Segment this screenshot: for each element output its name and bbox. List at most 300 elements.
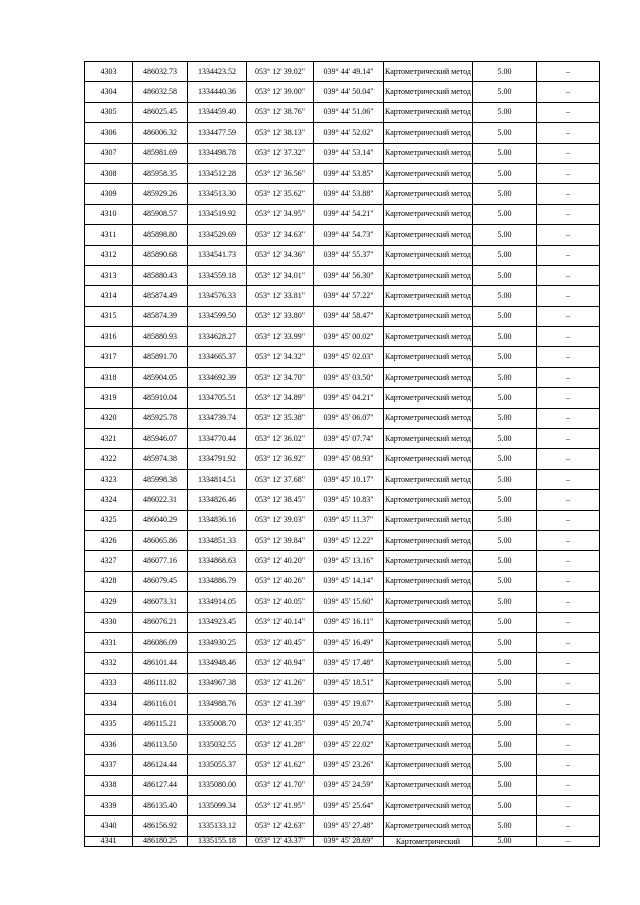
x-coordinate-cell: 485998.38 — [133, 469, 188, 489]
method-cell: Картометрический метод — [384, 551, 473, 571]
latitude-cell: 053° 12' 33.80" — [247, 306, 314, 326]
longitude-cell: 039° 44' 53.85" — [314, 163, 384, 183]
note-cell: – — [537, 367, 600, 387]
point-number-cell: 4319 — [85, 388, 133, 408]
table-row — [85, 62, 600, 82]
table-row — [85, 653, 600, 673]
point-number-cell: 4332 — [85, 653, 133, 673]
y-coordinate-cell: 1334967.38 — [188, 673, 247, 693]
method-cell: Картометрический метод — [384, 796, 473, 816]
y-coordinate-cell: 1334705.51 — [188, 388, 247, 408]
method-cell: Картометрический — [384, 836, 473, 846]
accuracy-cell: 5.00 — [473, 204, 537, 224]
latitude-cell: 053° 12' 40.20" — [247, 551, 314, 571]
table-row — [85, 694, 600, 714]
method-cell: Картометрический метод — [384, 612, 473, 632]
table-row — [85, 469, 600, 489]
y-coordinate-cell: 1334930.25 — [188, 632, 247, 652]
accuracy-cell: 5.00 — [473, 673, 537, 693]
y-coordinate-cell: 1334512.28 — [188, 163, 247, 183]
y-coordinate-cell: 1334665.37 — [188, 347, 247, 367]
latitude-cell: 053° 12' 41.28" — [247, 734, 314, 754]
y-coordinate-cell: 1335032.55 — [188, 734, 247, 754]
y-coordinate-cell: 1334529.69 — [188, 225, 247, 245]
table-row — [85, 755, 600, 775]
y-coordinate-cell: 1334559.18 — [188, 265, 247, 285]
table-row — [85, 163, 600, 183]
accuracy-cell: 5.00 — [473, 530, 537, 550]
latitude-cell: 053° 12' 41.39" — [247, 694, 314, 714]
x-coordinate-cell: 485910.04 — [133, 388, 188, 408]
y-coordinate-cell: 1334914.05 — [188, 592, 247, 612]
table-row — [85, 388, 600, 408]
y-coordinate-cell: 1334923.45 — [188, 612, 247, 632]
latitude-cell: 053° 12' 35.62" — [247, 184, 314, 204]
y-coordinate-cell: 1334948.46 — [188, 653, 247, 673]
table-row — [85, 816, 600, 836]
y-coordinate-cell: 1334513.30 — [188, 184, 247, 204]
accuracy-cell: 5.00 — [473, 592, 537, 612]
point-number-cell: 4309 — [85, 184, 133, 204]
method-cell: Картометрический метод — [384, 367, 473, 387]
point-number-cell: 4326 — [85, 530, 133, 550]
point-number-cell: 4330 — [85, 612, 133, 632]
y-coordinate-cell: 1334836.16 — [188, 510, 247, 530]
accuracy-cell: 5.00 — [473, 734, 537, 754]
x-coordinate-cell: 486101.44 — [133, 653, 188, 673]
accuracy-cell: 5.00 — [473, 388, 537, 408]
method-cell: Картометрический метод — [384, 755, 473, 775]
table-row — [85, 632, 600, 652]
note-cell: – — [537, 734, 600, 754]
x-coordinate-cell: 486111.82 — [133, 673, 188, 693]
latitude-cell: 053° 12' 35.38" — [247, 408, 314, 428]
method-cell: Картометрический метод — [384, 408, 473, 428]
latitude-cell: 053° 12' 37.32" — [247, 143, 314, 163]
method-cell: Картометрический метод — [384, 592, 473, 612]
longitude-cell: 039° 45' 24.59" — [314, 775, 384, 795]
method-cell: Картометрический метод — [384, 286, 473, 306]
x-coordinate-cell: 486180.25 — [133, 836, 188, 846]
x-coordinate-cell: 485929.26 — [133, 184, 188, 204]
longitude-cell: 039° 44' 53.14" — [314, 143, 384, 163]
method-cell: Картометрический метод — [384, 62, 473, 82]
note-cell: – — [537, 571, 600, 591]
y-coordinate-cell: 1334791.92 — [188, 449, 247, 469]
table-row — [85, 286, 600, 306]
x-coordinate-cell: 485958.35 — [133, 163, 188, 183]
accuracy-cell: 5.00 — [473, 62, 537, 82]
accuracy-cell: 5.00 — [473, 408, 537, 428]
table-row — [85, 102, 600, 122]
accuracy-cell: 5.00 — [473, 775, 537, 795]
method-cell: Картометрический метод — [384, 734, 473, 754]
x-coordinate-cell: 486113.50 — [133, 734, 188, 754]
point-number-cell: 4320 — [85, 408, 133, 428]
longitude-cell: 039° 44' 54.21" — [314, 204, 384, 224]
method-cell: Картометрический метод — [384, 327, 473, 347]
accuracy-cell: 5.00 — [473, 632, 537, 652]
note-cell: – — [537, 62, 600, 82]
table-row — [85, 612, 600, 632]
point-number-cell: 4337 — [85, 755, 133, 775]
table-row — [85, 734, 600, 754]
y-coordinate-cell: 1334477.59 — [188, 123, 247, 143]
point-number-cell: 4317 — [85, 347, 133, 367]
latitude-cell: 053° 12' 40.45" — [247, 632, 314, 652]
x-coordinate-cell: 485898.80 — [133, 225, 188, 245]
point-number-cell: 4324 — [85, 490, 133, 510]
note-cell: – — [537, 449, 600, 469]
longitude-cell: 039° 44' 53.88" — [314, 184, 384, 204]
accuracy-cell: 5.00 — [473, 123, 537, 143]
note-cell: – — [537, 82, 600, 102]
longitude-cell: 039° 45' 10.17" — [314, 469, 384, 489]
method-cell: Картометрический метод — [384, 102, 473, 122]
x-coordinate-cell: 486124.44 — [133, 755, 188, 775]
x-coordinate-cell: 486086.09 — [133, 632, 188, 652]
y-coordinate-cell: 1334851.33 — [188, 530, 247, 550]
note-cell: – — [537, 836, 600, 846]
accuracy-cell: 5.00 — [473, 143, 537, 163]
accuracy-cell: 5.00 — [473, 551, 537, 571]
table-row — [85, 796, 600, 816]
y-coordinate-cell: 1334599.50 — [188, 306, 247, 326]
note-cell: – — [537, 592, 600, 612]
point-number-cell: 4336 — [85, 734, 133, 754]
longitude-cell: 039° 45' 18.51" — [314, 673, 384, 693]
y-coordinate-cell: 1334739.74 — [188, 408, 247, 428]
accuracy-cell: 5.00 — [473, 490, 537, 510]
x-coordinate-cell: 486127.44 — [133, 775, 188, 795]
note-cell: – — [537, 429, 600, 449]
y-coordinate-cell: 1335080.00 — [188, 775, 247, 795]
x-coordinate-cell: 486065.86 — [133, 530, 188, 550]
latitude-cell: 053° 12' 39.00" — [247, 82, 314, 102]
accuracy-cell: 5.00 — [473, 836, 537, 846]
accuracy-cell: 5.00 — [473, 327, 537, 347]
latitude-cell: 053° 12' 40.05" — [247, 592, 314, 612]
x-coordinate-cell: 486116.01 — [133, 694, 188, 714]
accuracy-cell: 5.00 — [473, 367, 537, 387]
note-cell: – — [537, 388, 600, 408]
table-row — [85, 265, 600, 285]
x-coordinate-cell: 486073.31 — [133, 592, 188, 612]
y-coordinate-cell: 1334576.33 — [188, 286, 247, 306]
y-coordinate-cell: 1334868.63 — [188, 551, 247, 571]
x-coordinate-cell: 485981.69 — [133, 143, 188, 163]
method-cell: Картометрический метод — [384, 510, 473, 530]
x-coordinate-cell: 485880.43 — [133, 265, 188, 285]
note-cell: – — [537, 469, 600, 489]
longitude-cell: 039° 45' 16.11" — [314, 612, 384, 632]
y-coordinate-cell: 1334826.46 — [188, 490, 247, 510]
accuracy-cell: 5.00 — [473, 286, 537, 306]
point-number-cell: 4311 — [85, 225, 133, 245]
x-coordinate-cell: 485891.70 — [133, 347, 188, 367]
point-number-cell: 4341 — [85, 836, 133, 846]
note-cell: – — [537, 184, 600, 204]
latitude-cell: 053° 12' 38.45" — [247, 490, 314, 510]
latitude-cell: 053° 12' 34.95" — [247, 204, 314, 224]
table-row — [85, 327, 600, 347]
longitude-cell: 039° 45' 13.16" — [314, 551, 384, 571]
method-cell: Картометрический метод — [384, 306, 473, 326]
latitude-cell: 053° 12' 40.26" — [247, 571, 314, 591]
accuracy-cell: 5.00 — [473, 347, 537, 367]
method-cell: Картометрический метод — [384, 429, 473, 449]
table-row — [85, 714, 600, 734]
y-coordinate-cell: 1334770.44 — [188, 429, 247, 449]
accuracy-cell: 5.00 — [473, 449, 537, 469]
latitude-cell: 053° 12' 34.63" — [247, 225, 314, 245]
longitude-cell: 039° 44' 49.14" — [314, 62, 384, 82]
method-cell: Картометрический метод — [384, 245, 473, 265]
table-body — [85, 62, 600, 847]
point-number-cell: 4329 — [85, 592, 133, 612]
method-cell: Картометрический метод — [384, 143, 473, 163]
accuracy-cell: 5.00 — [473, 163, 537, 183]
x-coordinate-cell: 486115.21 — [133, 714, 188, 734]
x-coordinate-cell: 486135.40 — [133, 796, 188, 816]
x-coordinate-cell: 485904.05 — [133, 367, 188, 387]
table-row — [85, 673, 600, 693]
point-number-cell: 4308 — [85, 163, 133, 183]
note-cell: – — [537, 510, 600, 530]
x-coordinate-cell: 486006.32 — [133, 123, 188, 143]
accuracy-cell: 5.00 — [473, 612, 537, 632]
longitude-cell: 039° 45' 20.74" — [314, 714, 384, 734]
longitude-cell: 039° 44' 58.47" — [314, 306, 384, 326]
accuracy-cell: 5.00 — [473, 245, 537, 265]
note-cell: – — [537, 408, 600, 428]
longitude-cell: 039° 45' 25.64" — [314, 796, 384, 816]
method-cell: Картометрический метод — [384, 225, 473, 245]
coordinates-table — [84, 61, 600, 847]
note-cell: – — [537, 143, 600, 163]
longitude-cell: 039° 45' 19.67" — [314, 694, 384, 714]
point-number-cell: 4315 — [85, 306, 133, 326]
table-row — [85, 204, 600, 224]
latitude-cell: 053° 12' 41.35" — [247, 714, 314, 734]
x-coordinate-cell: 486032.73 — [133, 62, 188, 82]
table-row — [85, 408, 600, 428]
longitude-cell: 039° 44' 51.06" — [314, 102, 384, 122]
longitude-cell: 039° 45' 12.22" — [314, 530, 384, 550]
point-number-cell: 4340 — [85, 816, 133, 836]
latitude-cell: 053° 12' 34.32" — [247, 347, 314, 367]
latitude-cell: 053° 12' 38.76" — [247, 102, 314, 122]
longitude-cell: 039° 45' 10.83" — [314, 490, 384, 510]
x-coordinate-cell: 485880.93 — [133, 327, 188, 347]
point-number-cell: 4327 — [85, 551, 133, 571]
latitude-cell: 053° 12' 43.37" — [247, 836, 314, 846]
point-number-cell: 4304 — [85, 82, 133, 102]
note-cell: – — [537, 163, 600, 183]
x-coordinate-cell: 486025.45 — [133, 102, 188, 122]
accuracy-cell: 5.00 — [473, 714, 537, 734]
longitude-cell: 039° 45' 23.26" — [314, 755, 384, 775]
note-cell: – — [537, 327, 600, 347]
y-coordinate-cell: 1335155.18 — [188, 836, 247, 846]
note-cell: – — [537, 816, 600, 836]
longitude-cell: 039° 45' 03.50" — [314, 367, 384, 387]
note-cell: – — [537, 286, 600, 306]
note-cell: – — [537, 755, 600, 775]
point-number-cell: 4306 — [85, 123, 133, 143]
note-cell: – — [537, 204, 600, 224]
table-row — [85, 245, 600, 265]
x-coordinate-cell: 486156.92 — [133, 816, 188, 836]
note-cell: – — [537, 123, 600, 143]
table-row — [85, 490, 600, 510]
point-number-cell: 4325 — [85, 510, 133, 530]
latitude-cell: 053° 12' 36.92" — [247, 449, 314, 469]
latitude-cell: 053° 12' 42.63" — [247, 816, 314, 836]
longitude-cell: 039° 45' 28.69" — [314, 836, 384, 846]
table-row — [85, 143, 600, 163]
table-row — [85, 123, 600, 143]
y-coordinate-cell: 1335055.37 — [188, 755, 247, 775]
longitude-cell: 039° 45' 02.03" — [314, 347, 384, 367]
point-number-cell: 4310 — [85, 204, 133, 224]
accuracy-cell: 5.00 — [473, 82, 537, 102]
x-coordinate-cell: 485946.07 — [133, 429, 188, 449]
method-cell: Картометрический метод — [384, 184, 473, 204]
accuracy-cell: 5.00 — [473, 225, 537, 245]
latitude-cell: 053° 12' 41.95" — [247, 796, 314, 816]
note-cell: – — [537, 265, 600, 285]
note-cell: – — [537, 245, 600, 265]
y-coordinate-cell: 1334459.40 — [188, 102, 247, 122]
latitude-cell: 053° 12' 41.62" — [247, 755, 314, 775]
longitude-cell: 039° 44' 57.22" — [314, 286, 384, 306]
table-row — [85, 82, 600, 102]
accuracy-cell: 5.00 — [473, 653, 537, 673]
y-coordinate-cell: 1334886.79 — [188, 571, 247, 591]
longitude-cell: 039° 45' 08.93" — [314, 449, 384, 469]
table-row — [85, 347, 600, 367]
method-cell: Картометрический метод — [384, 163, 473, 183]
latitude-cell: 053° 12' 36.56" — [247, 163, 314, 183]
longitude-cell: 039° 44' 54.73" — [314, 225, 384, 245]
longitude-cell: 039° 45' 14.14" — [314, 571, 384, 591]
point-number-cell: 4322 — [85, 449, 133, 469]
point-number-cell: 4321 — [85, 429, 133, 449]
y-coordinate-cell: 1334988.76 — [188, 694, 247, 714]
x-coordinate-cell: 485890.68 — [133, 245, 188, 265]
method-cell: Картометрический метод — [384, 530, 473, 550]
note-cell: – — [537, 632, 600, 652]
y-coordinate-cell: 1334440.36 — [188, 82, 247, 102]
longitude-cell: 039° 45' 22.02" — [314, 734, 384, 754]
table-row — [85, 510, 600, 530]
note-cell: – — [537, 551, 600, 571]
longitude-cell: 039° 45' 16.49" — [314, 632, 384, 652]
accuracy-cell: 5.00 — [473, 184, 537, 204]
y-coordinate-cell: 1334541.73 — [188, 245, 247, 265]
point-number-cell: 4328 — [85, 571, 133, 591]
table-row — [85, 429, 600, 449]
table-row — [85, 775, 600, 795]
point-number-cell: 4334 — [85, 694, 133, 714]
longitude-cell: 039° 45' 06.07" — [314, 408, 384, 428]
note-cell: – — [537, 306, 600, 326]
point-number-cell: 4316 — [85, 327, 133, 347]
accuracy-cell: 5.00 — [473, 102, 537, 122]
x-coordinate-cell: 485908.57 — [133, 204, 188, 224]
y-coordinate-cell: 1334814.51 — [188, 469, 247, 489]
longitude-cell: 039° 45' 00.02" — [314, 327, 384, 347]
longitude-cell: 039° 45' 27.48" — [314, 816, 384, 836]
point-number-cell: 4303 — [85, 62, 133, 82]
note-cell: – — [537, 225, 600, 245]
note-cell: – — [537, 796, 600, 816]
y-coordinate-cell: 1335008.70 — [188, 714, 247, 734]
method-cell: Картометрический метод — [384, 775, 473, 795]
method-cell: Картометрический метод — [384, 347, 473, 367]
latitude-cell: 053° 12' 39.03" — [247, 510, 314, 530]
method-cell: Картометрический метод — [384, 449, 473, 469]
point-number-cell: 4314 — [85, 286, 133, 306]
y-coordinate-cell: 1335099.34 — [188, 796, 247, 816]
note-cell: – — [537, 714, 600, 734]
method-cell: Картометрический метод — [384, 714, 473, 734]
method-cell: Картометрический метод — [384, 388, 473, 408]
method-cell: Картометрический метод — [384, 265, 473, 285]
point-number-cell: 4318 — [85, 367, 133, 387]
accuracy-cell: 5.00 — [473, 469, 537, 489]
point-number-cell: 4333 — [85, 673, 133, 693]
x-coordinate-cell: 486077.16 — [133, 551, 188, 571]
method-cell: Картометрический метод — [384, 469, 473, 489]
x-coordinate-cell: 486040.29 — [133, 510, 188, 530]
longitude-cell: 039° 45' 04.21" — [314, 388, 384, 408]
table-row — [85, 367, 600, 387]
point-number-cell: 4339 — [85, 796, 133, 816]
table-row — [85, 306, 600, 326]
x-coordinate-cell: 486032.58 — [133, 82, 188, 102]
point-number-cell: 4331 — [85, 632, 133, 652]
latitude-cell: 053° 12' 34.01" — [247, 265, 314, 285]
note-cell: – — [537, 612, 600, 632]
y-coordinate-cell: 1334692.39 — [188, 367, 247, 387]
point-number-cell: 4305 — [85, 102, 133, 122]
coordinates-document — [84, 61, 600, 847]
x-coordinate-cell: 486079.45 — [133, 571, 188, 591]
note-cell: – — [537, 347, 600, 367]
latitude-cell: 053° 12' 41.26" — [247, 673, 314, 693]
longitude-cell: 039° 44' 56.30" — [314, 265, 384, 285]
accuracy-cell: 5.00 — [473, 510, 537, 530]
accuracy-cell: 5.00 — [473, 694, 537, 714]
longitude-cell: 039° 45' 11.37" — [314, 510, 384, 530]
x-coordinate-cell: 485974.38 — [133, 449, 188, 469]
table-row — [85, 592, 600, 612]
latitude-cell: 053° 12' 34.89" — [247, 388, 314, 408]
method-cell: Картометрический метод — [384, 816, 473, 836]
accuracy-cell: 5.00 — [473, 306, 537, 326]
latitude-cell: 053° 12' 39.84" — [247, 530, 314, 550]
x-coordinate-cell: 485874.39 — [133, 306, 188, 326]
method-cell: Картометрический метод — [384, 123, 473, 143]
method-cell: Картометрический метод — [384, 673, 473, 693]
accuracy-cell: 5.00 — [473, 265, 537, 285]
table-row — [85, 184, 600, 204]
latitude-cell: 053° 12' 40.14" — [247, 612, 314, 632]
x-coordinate-cell: 486022.31 — [133, 490, 188, 510]
x-coordinate-cell: 486076.21 — [133, 612, 188, 632]
